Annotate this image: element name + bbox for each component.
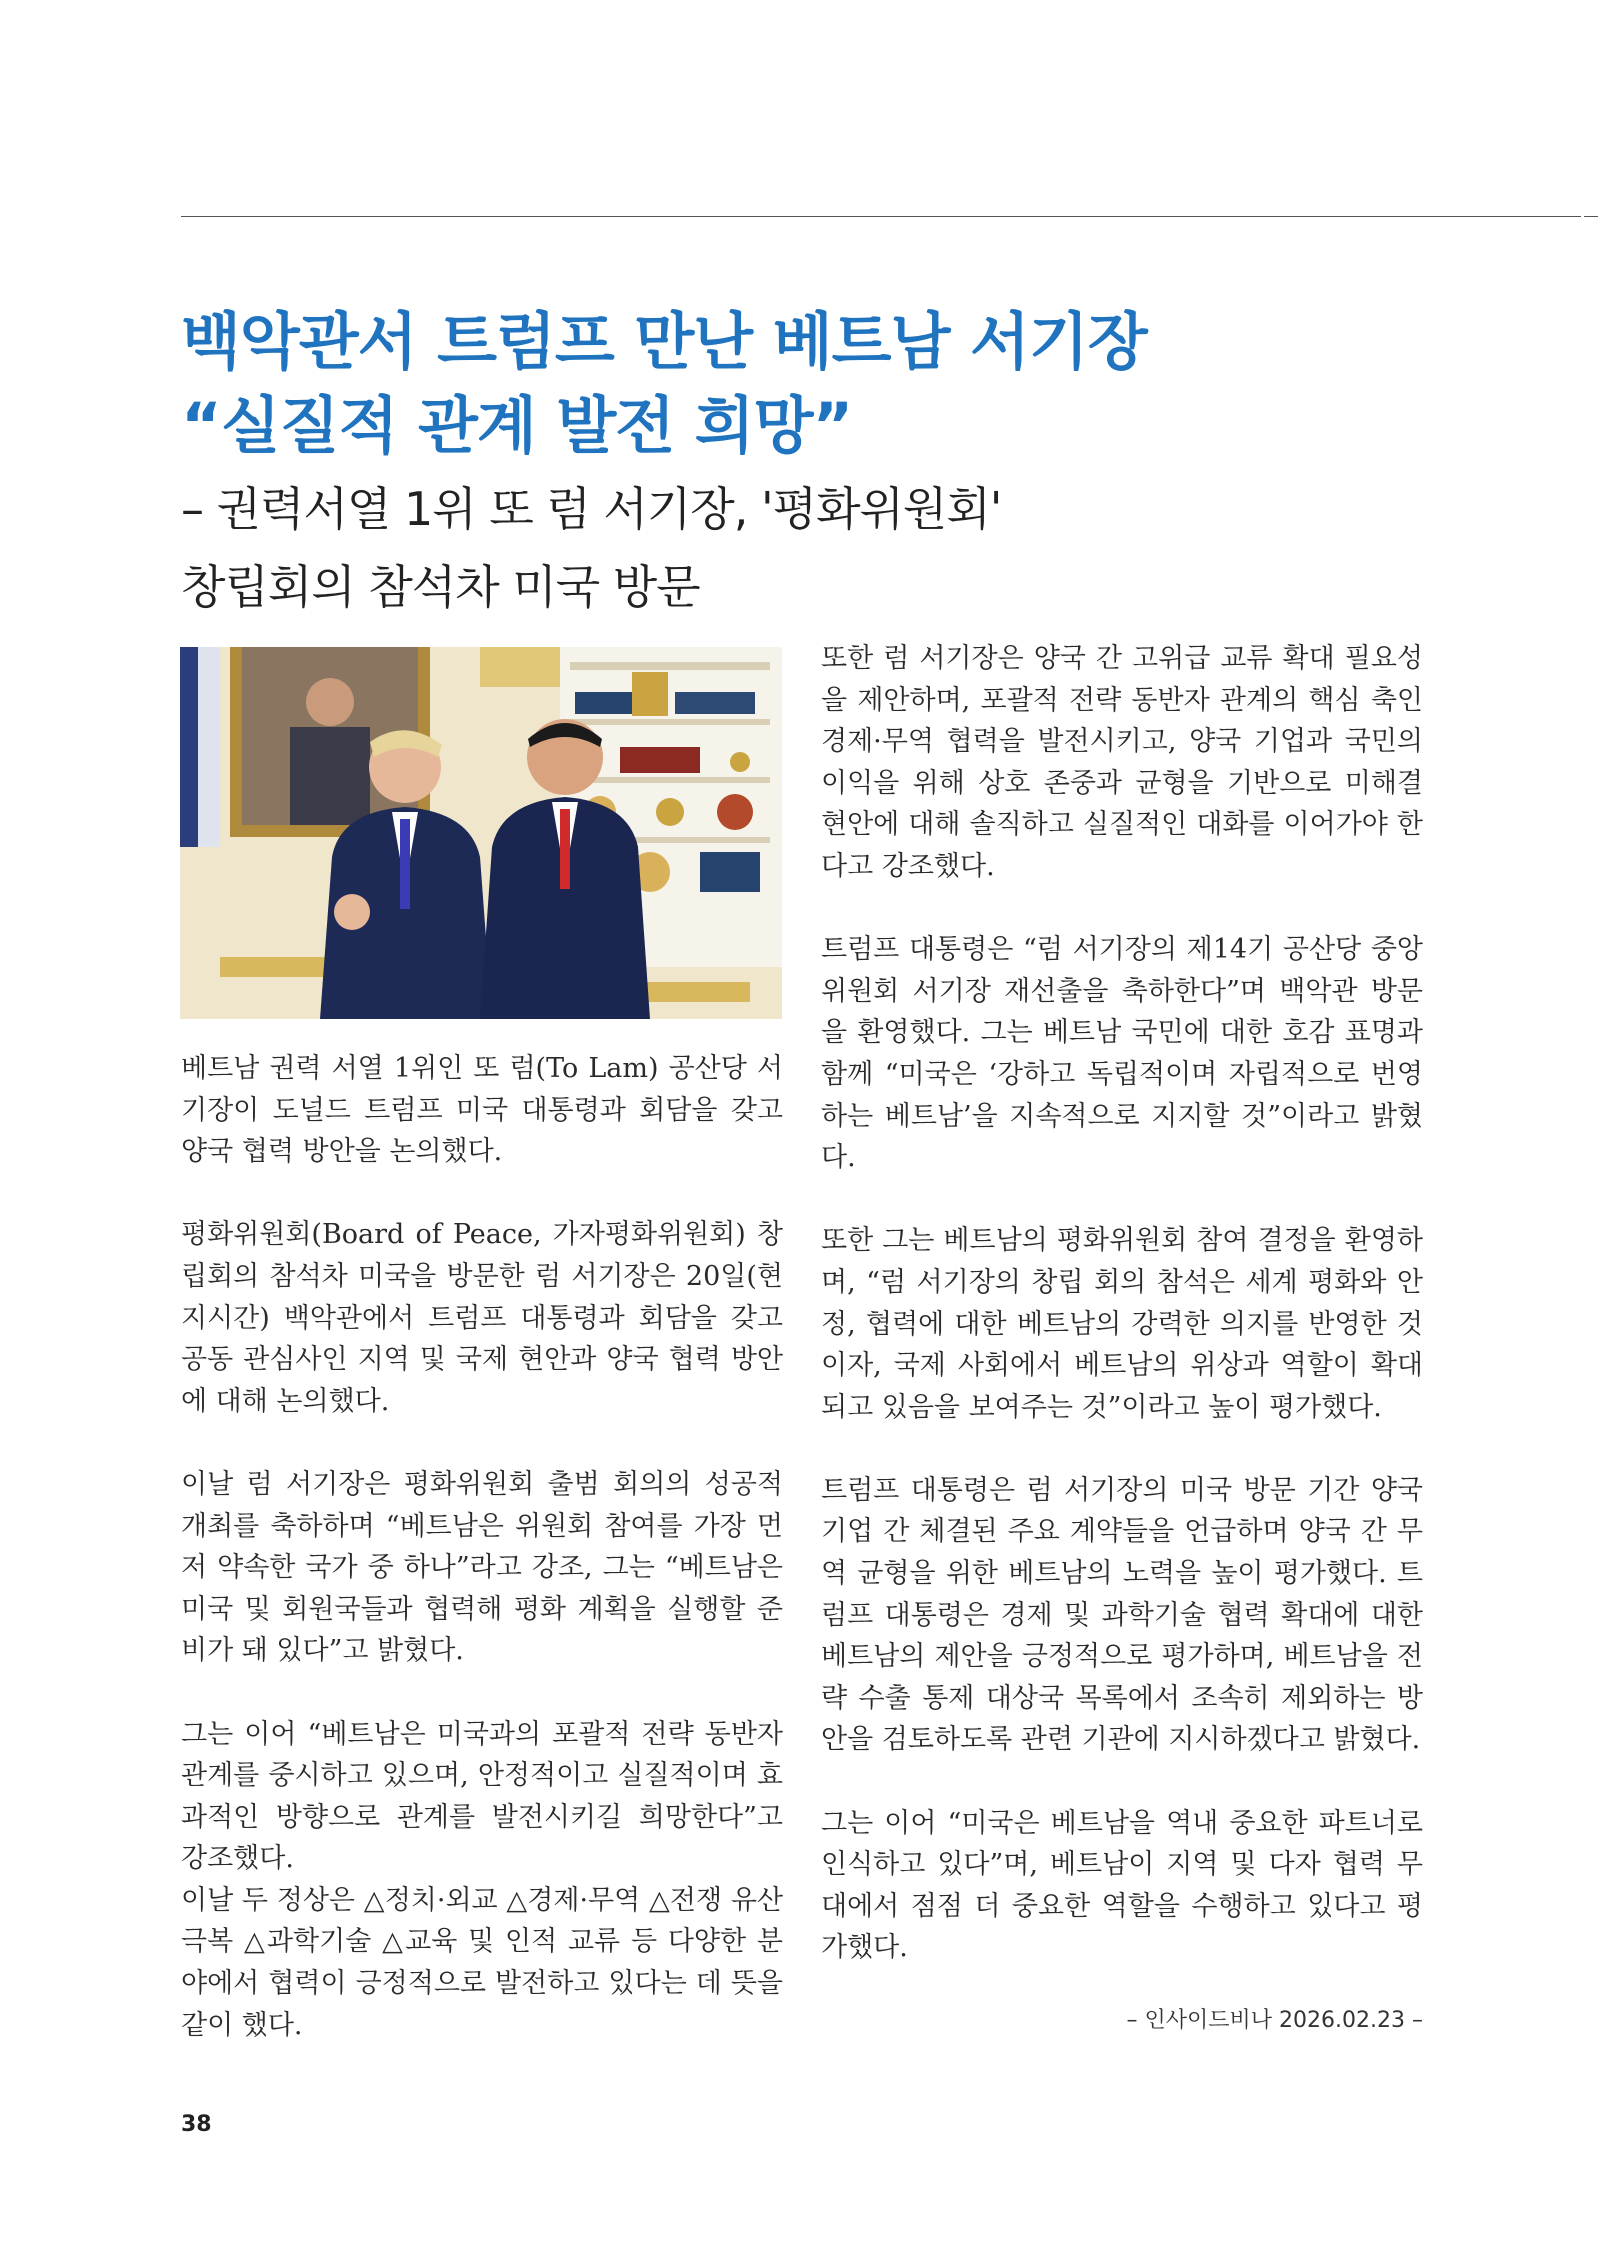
subheadline [181,470,1501,626]
top-rule [181,216,1581,217]
right-paragraph-1: 또한 럼 서기장은 양국 간 고위급 교류 확대 필요성을 제안하며, 포괄적 전략 동반자 관계의 핵심 축인 경제·무역 협력을 발전시키고, 양국 기업과 국민의 이익을 위해 상호 존중과 균형을 기반으로 미해결 현안에 대해 솔직하고 실질적인 대화를 이어가야 한다고 강조했다. [821,643,1423,882]
article-photo [180,647,782,1019]
top-rule-tick [1584,216,1598,217]
right-paragraph-4: 트럼프 대통령은 럼 서기장의 미국 방문 기간 양국 기업 간 체결된 주요 계약들을 언급하며 양국 간 무역 균형을 위한 베트남의 노력을 높이 평가했다. 트럼프 대통령은 경제 및 과학기술 협력 확대에 대한 베트남의 제안을 긍정적으로 평가하며, 베트남을 전략 수출 통제 대상국 목록에서 조속히 제외하는 방안을 검토하도록 관련 기관에 지시하겠다고 밝혔다. [821,1474,1423,1756]
headline-line-1: 백악관서 트럼프 만난 베트남 서기장 [181,305,1147,378]
photo-two-leaders-icon [180,647,782,1019]
left-paragraph-4: 그는 이어 “베트남은 미국과의 포괄적 전략 동반자 관계를 중시하고 있으며, 안정적이고 실질적이며 효과적인 방향으로 관계를 발전시키길 희망한다”고 강조했다. [181,1718,783,1875]
source-credit: – 인사이드비나 2026.02.23 – [1126,2008,1423,2033]
headline [181,300,1501,468]
right-paragraph-5: 그는 이어 “미국은 베트남을 역내 중요한 파트너로 인식하고 있다”며, 베트남이 지역 및 다자 협력 무대에서 점점 더 중요한 역할을 수행하고 있다고 평가했다. [821,1807,1423,1964]
headline-line-2: “실질적 관계 발전 희망” [181,389,853,462]
subheadline-line-1: – 권력서열 1위 또 럼 서기장, '평화위원회' [181,482,1002,536]
left-paragraph-2: 평화위원회(Board of Peace, 가자평화위원회) 창립회의 참석차 미국을 방문한 럼 서기장은 20일(현지시간) 백악관에서 트럼프 대통령과 회담을 갖고 공동 관심사인 지역 및 국제 현안과 양국 협력 방안에 대해 논의했다. [181,1219,783,1417]
page-number: 38 [181,2112,212,2137]
subheadline-line-2: 창립회의 참석차 미국 방문 [181,560,700,614]
left-column [181,1048,783,2046]
right-paragraph-3: 또한 그는 베트남의 평화위원회 참여 결정을 환영하며, “럼 서기장의 창립 회의 참석은 세계 평화와 안정, 협력에 대한 베트남의 강력한 의지를 반영한 것이자, 국제 사회에서 베트남의 위상과 역할이 확대되고 있음을 보여주는 것”이라고 높이 평가했다. [821,1225,1423,1423]
right-column [821,638,1423,1969]
left-paragraph-5: 이날 두 정상은 △정치·외교 △경제·무역 △전쟁 유산 극복 △과학기술 △교육 및 인적 교류 등 다양한 분야에서 협력이 긍정적으로 발전하고 있다는 데 뜻을 같이 했다. [181,1884,783,2041]
left-paragraph-1: 베트남 권력 서열 1위인 또 럼(To Lam) 공산당 서기장이 도널드 트럼프 미국 대통령과 회담을 갖고 양국 협력 방안을 논의했다. [181,1053,783,1168]
left-paragraph-3: 이날 럼 서기장은 평화위원회 출범 회의의 성공적 개최를 축하하며 “베트남은 위원회 참여를 가장 먼저 약속한 국가 중 하나”라고 강조, 그는 “베트남은 미국 및 회원국들과 협력해 평화 계획을 실행할 준비가 돼 있다”고 밝혔다. [181,1468,784,1667]
right-paragraph-2: 트럼프 대통령은 “럼 서기장의 제14기 공산당 중앙위원회 서기장 재선출을 축하한다”며 백악관 방문을 환영했다. 그는 베트남 국민에 대한 호감 표명과 함께 “미국은 ‘강하고 독립적이며 자립적으로 번영하는 베트남’을 지속적으로 지지할 것”이라고 밝혔다. [821,934,1423,1174]
